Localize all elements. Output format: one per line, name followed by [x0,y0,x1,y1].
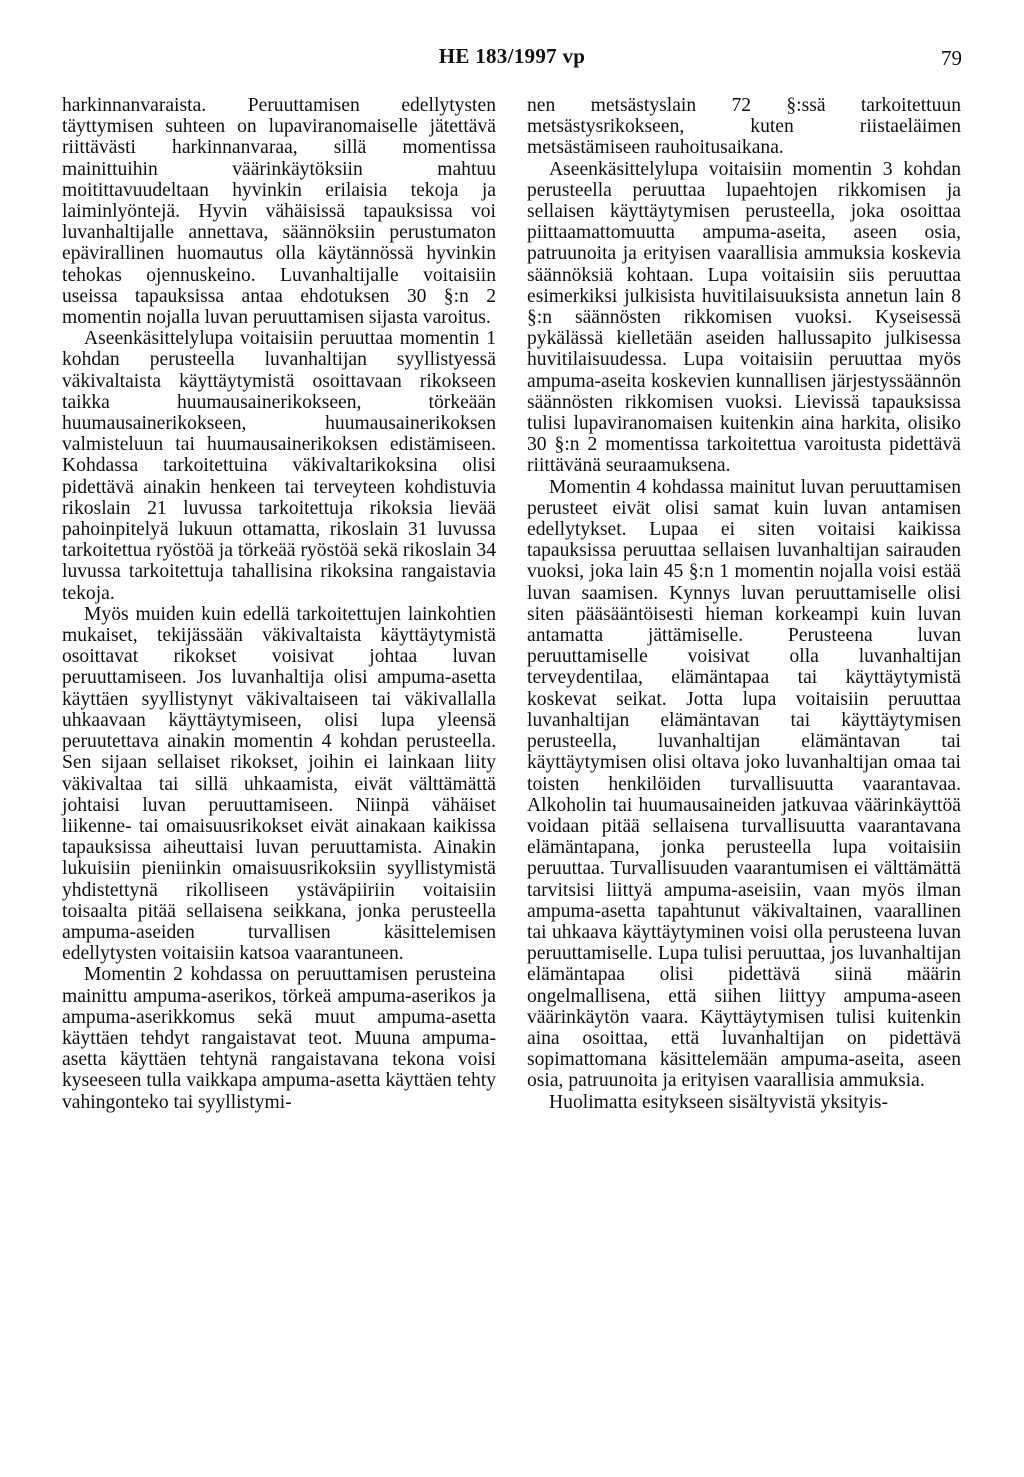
paragraph: Momentin 4 kohdassa mainitut luvan peruuttamisen perusteet eivät olisi samat kuin luvan antamisen edellytykset. Lupaa ei siten voitaisi kaikissa tapauksissa peruuttaa sellaisen luvanhaltijan sairauden vuoksi, joka lain 45 §:n 1 momentin nojalla voisi estää luvan saamisen. Kynnys luvan peruuttamiselle olisi siten pääsääntöisesti hieman korkeampi kuin luvan antamatta jättämiselle. Perusteena luvan peruuttamiselle voisivat olla luvanhaltijan terveydentilaa, elämäntapaa tai käyttäytymistä koskevat seikat. Jotta lupa voitaisiin peruuttaa luvanhaltijan elämäntavan tai käyttäytymisen perusteella, luvanhaltijan elämäntavan tai käyttäytymisen olisi oltava joko luvanhaltijan omaa tai toisten henkilöiden turvallisuutta vaarantavaa. Alkoholin tai huumausaineiden jatkuvaa väärinkäyttöä voidaan pitää sellaisena turvallisuutta vaarantavana elämäntapana, jonka perusteella lupa voitaisiin peruuttaa. Turvallisuuden vaarantumisen ei välttämättä tarvitsisi liittyä ampuma-aseisiin, vaan myös ilman ampuma-asetta tapahtunut väkivaltainen, vaarallinen tai uhkaava käyttäytyminen voisi olla perusteena luvan peruuttamiselle. Lupa tulisi peruuttaa, jos luvanhaltijan elämäntapaa olisi pidettävä siinä määrin ongelmallisena, että siihen liittyy ampuma-aseen väärinkäytön vaara. Käyttäytymisen tulisi kuitenkin aina osoittaa, että luvanhaltijan on pidettävä sopimattomana käsittelemään ampuma-aseita, aseen osia, patruunoita ja erityisen vaarallisia ammuksia. [527,476,961,1092]
paragraph: nen metsästyslain 72 §:ssä tarkoitettuun metsästysrikokseen, kuten riistaeläimen metsästämiseen rauhoitusaikana. [527,95,961,159]
page-number: 79 [941,46,962,70]
paragraph: Aseenkäsittelylupa voitaisiin momentin 3 kohdan perusteella peruuttaa lupaehtojen rikkomisen ja sellaisen käyttäytymisen perusteella, joka osoittaa piittaamattomuutta ampuma-aseita, aseen osia, patruunoita ja erityisen vaarallisia ammuksia koskevia säännöksiä kohtaan. Lupa voitaisiin siis peruuttaa esimerkiksi julkisista huvitilaisuuksista annetun lain 8 §:n säännösten rikkomisen vuoksi. Kyseisessä pykälässä kielletään aseiden hallussapito julkisessa huvitilaisuudessa. Lupa voitaisiin peruuttaa myös ampuma-aseita koskevien kunnallisen järjestyssäännön säännösten rikkomisen vuoksi. Lievissä tapauksissa tulisi lupaviranomaisen kuitenkin aina harkita, olisiko 30 §:n 2 momentissa tarkoitettua varoitusta pidettävä riittävänä seuraamuksena. [527,158,961,477]
right-column [527,95,961,1113]
paragraph: harkinnanvaraista. Peruuttamisen edellytysten täyttymisen suhteen on lupaviranomaiselle jätettävä riittävästi harkinnanvaraa, sillä momentissa mainittuihin väärinkäytöksiin mahtuu moitittavuudeltaan hyvinkin erilaisia tekoja ja laiminlyöntejä. Hyvin vähäisissä tapauksissa voi luvanhaltijalle annettava, säännöksiin perustumaton epävirallinen huomautus olla käytännössä hyvinkin tehokas ojennuskeino. Luvanhaltijalle voitaisiin useissa tapauksissa antaa ehdotuksen 30 §:n 2 momentin nojalla luvan peruuttamisen sijasta varoitus. [62,95,496,329]
paragraph: Huolimatta esitykseen sisältyvistä yksityis- [549,1091,889,1113]
left-column [62,95,496,1113]
document-title: HE 183/1997 vp [438,44,586,68]
paragraph: Aseenkäsittelylupa voitaisiin peruuttaa momentin 1 kohdan perusteella luvanhaltijan syyllistyessä väkivaltaista käyttäytymistä osoittavaan rikokseen taikka huumausainerikokseen, törkeään huumausainerikokseen, huumausainerikoksen valmisteluun tai huumausainerikoksen edistämiseen. Kohdassa tarkoitettuina väkivaltarikoksina olisi pidettävä ainakin henkeen tai terveyteen kohdistuvia rikoslain 21 luvussa tarkoitettuja rikoksia lievää pahoinpitelyä lukuun ottamatta, rikoslain 31 luvussa tarkoitettua ryöstöä ja törkeää ryöstöä sekä rikoslain 34 luvussa tarkoitettuja tahallisina rikoksina rangaistavia tekoja. [62,328,496,604]
page-header [0,44,1024,74]
paragraph: Momentin 2 kohdassa on peruuttamisen perusteina mainittu ampuma-aserikos, törkeä ampuma-aserikos ja ampuma-aserikkomus sekä muut ampuma-asetta käyttäen tehdyt rangaistavat teot. Muuna ampuma-asetta käyttäen tehtynä rangaistavana tekona voisi kyseeseen tulla vaikkapa ampuma-asetta käyttäen tehty vahingonteko tai syyllistymi- [62,964,496,1113]
paragraph: Myös muiden kuin edellä tarkoitettujen lainkohtien mukaiset, tekijässään väkivaltaista käyttäytymistä osoittavat rikokset voisivat johtaa luvan peruuttamiseen. Jos luvanhaltija olisi ampuma-asetta käyttäen syyllistynyt väkivaltaiseen tai väkivallalla uhkaavaan käyttäytymiseen, olisi lupa yleensä peruutettava ainakin momentin 4 kohdan perusteella. Sen sijaan sellaiset rikokset, joihin ei lainkaan liity väkivaltaa tai sillä uhkaamista, eivät välttämättä johtaisi luvan peruuttamiseen. Niinpä vähäiset liikenne- tai omaisuusrikokset eivät ainakaan kaikissa tapauksissa aiheuttaisi luvan peruuttamista. Ainakin lukuisiin pieniinkin omaisuusrikoksiin syyllistymistä yhdistettynä rikolliseen ystäväpiiriin voitaisiin toisaalta pitää sellaisena seikkana, jonka perusteella ampuma-aseiden turvallisen käsittelemisen edellytysten voitaisiin katsoa vaarantuneen. [62,603,496,965]
